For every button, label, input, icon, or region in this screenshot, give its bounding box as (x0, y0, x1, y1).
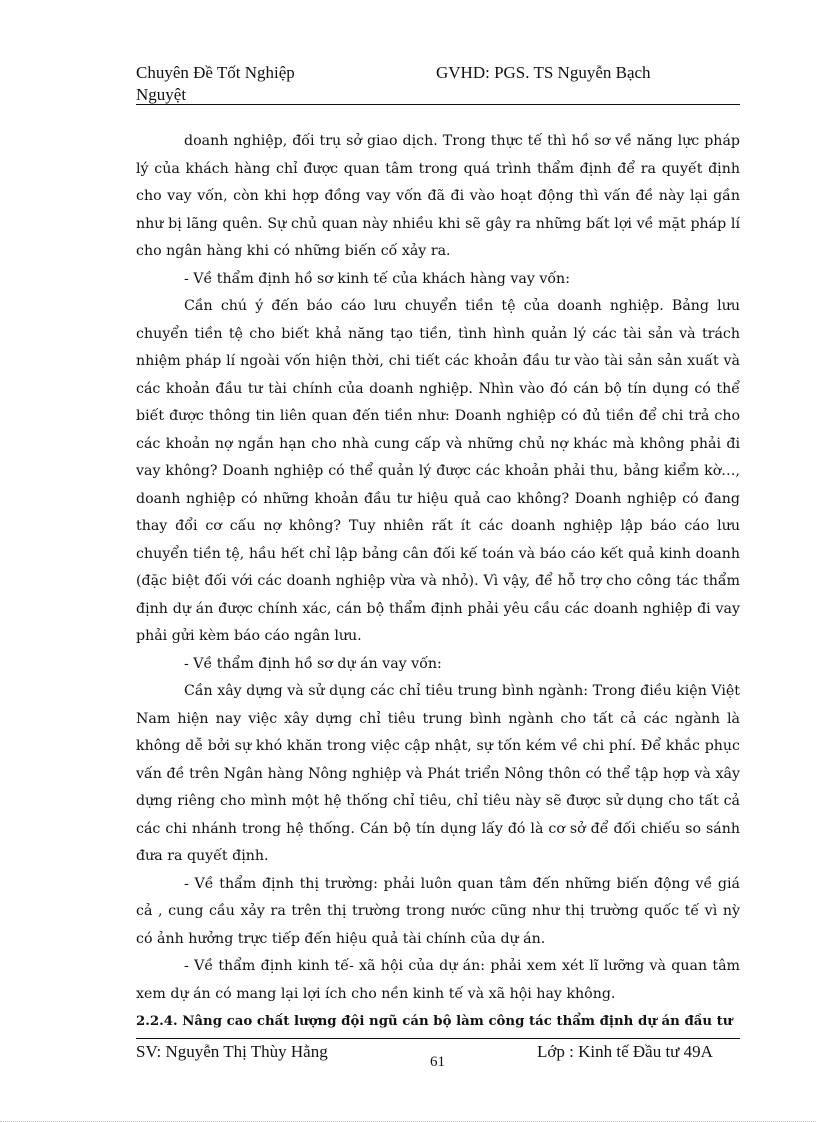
footer-class: Lớp : Kinh tế Đầu tư 49A (537, 1042, 713, 1061)
paragraph-cash-flow: Cần chú ý đến báo cáo lưu chuyển tiền tệ của doanh nghiệp. Bảng lưu chuyển tiền tệ cho biết khả năng tạo tiền, tình hình quản lý các tài sản và trách nhiệm pháp lí ngoài vốn hiện thời, chi tiết các khoản đầu tư vào tài sản sản xuất và các khoản đầu tư tài chính của doanh nghiệp. Nhìn vào đó cán bộ tín dụng có thể biết được thông tin liên quan đến tiền như: Doanh nghiệp có đủ tiền để chi trả cho các khoản nợ ngắn hạn cho nhà cung cấp và những chủ nợ khác mà không phải đi vay không? Doanh nghiệp có thể quản lý được các khoản phải thu, bảng kiểm kờ…, doanh nghiệp có những khoản đầu tư hiệu quả cao không? Doanh nghiệp có đang thay đổi cơ cấu nợ không? Tuy nhiên rất ít các doanh nghiệp lập báo cáo lưu chuyển tiền tệ, hầu hết chỉ lập bảng cân đối kế toán và báo cáo kết quả kinh doanh (đặc biệt đối với các doanh nghiệp vừa và nhỏ). Vì vậy, để hỗ trợ cho công tác thẩm định dự án được chính xác, cán bộ thẩm định phải yêu cầu các doanh nghiệp đi vay phải gửi kèm báo cáo ngân lưu. (136, 298, 740, 644)
paragraph-socio-economic: - Về thẩm định kinh tế- xã hội của dự án: phải xem xét lĩ lưỡng và quan tâm xem dự án có mang lại lợi ích cho nền kinh tế và xã hội hay không. (136, 958, 740, 1002)
section-heading: 2.2.4. Nâng cao chất lượng đội ngũ cán bộ làm công tác thẩm định dự án đầu tư (136, 1014, 733, 1029)
footer-rule (136, 1038, 740, 1039)
header-advisor-continuation: Nguyệt (136, 85, 187, 104)
page-edge-divider (0, 1121, 816, 1122)
header-rule (136, 104, 740, 105)
header-title: Chuyên Đề Tốt Nghiệp (136, 63, 295, 82)
paragraph-economic-heading: - Về thẩm định hồ sơ kinh tế của khách hàng vay vốn: (184, 270, 570, 287)
page-number: 61 (430, 1054, 445, 1070)
header-advisor: GVHD: PGS. TS Nguyễn Bạch (436, 63, 651, 82)
footer-student: SV: Nguyễn Thị Thùy Hằng (136, 1042, 328, 1061)
paragraph-industry-indicators: Cần xây dựng và sử dụng các chỉ tiêu trung bình ngành: Trong điều kiện Việt Nam hiện nay việc xây dựng chỉ tiêu trung bình ngành cho tất cả các ngành là không dễ bởi sự khó khăn trong việc cập nhật, sự tốn kém về chi phí. Để khắc phục vấn đề trên Ngân hàng Nông nghiệp và Phát triển Nông thôn có thể tập hợp và xây dựng riêng cho mình một hệ thống chỉ tiêu, chỉ tiêu này sẽ được sử dụng cho tất cả các chi nhánh trong hệ thống. Cán bộ tín dụng lấy đó là cơ sở để đối chiếu so sánh đưa ra quyết định. (136, 683, 740, 864)
paragraph-project-heading: - Về thẩm định hồ sơ dự án vay vốn: (184, 655, 442, 672)
document-body (136, 128, 740, 1036)
paragraph-market: - Về thẩm định thị trường: phải luôn quan tâm đến những biến động về giá cả , cung cầu xảy ra trên thị trường trong nước cũng như thị trường quốc tế vì nỳ có ảnh hưởng trực tiếp đến hiệu quả tài chính của dự án. (136, 875, 740, 947)
paragraph-legal-records: doanh nghiệp, đối trụ sở giao dịch. Trong thực tế thì hồ sơ về năng lực pháp lý của khách hàng chỉ được quan tâm trong quá trình thẩm định để ra quyết định cho vay vốn, còn khi hợp đồng vay vốn đã đi vào hoạt động thì vấn đề này lại gần như bị lãng quên. Sự chủ quan này nhiều khi sẽ gây ra những bất lợi về mặt pháp lí cho ngân hàng khi có những biến cố xảy ra. (136, 133, 740, 259)
